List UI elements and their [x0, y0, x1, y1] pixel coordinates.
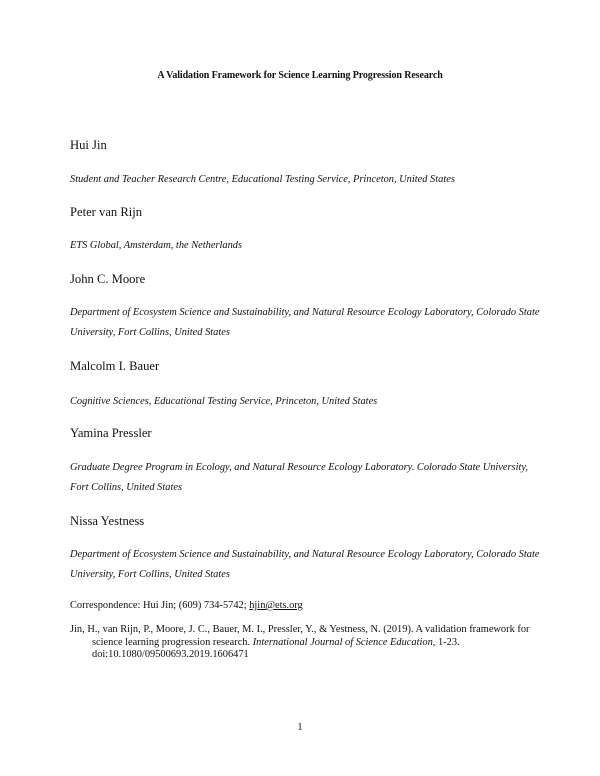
citation-journal: International Journal of Science Education: [252, 636, 433, 648]
page-number: 1: [297, 722, 303, 733]
author-affiliation: Department of Ecosystem Science and Sustainability, and Natural Resource Ecology Laboratory, Colorado State University, Fort Collins, United States: [70, 307, 540, 338]
author-name: Malcolm I. Bauer: [70, 359, 160, 373]
author-name: Yamina Pressler: [70, 426, 152, 440]
author-affiliation: Cognitive Sciences, Educational Testing Service, Princeton, United States: [70, 396, 378, 407]
author-name: Peter van Rijn: [70, 205, 143, 219]
author-affiliation: Student and Teacher Research Centre, Educational Testing Service, Princeton, United States: [70, 174, 455, 185]
correspondence-email-link[interactable]: hjin@ets.org: [249, 600, 303, 611]
author-affiliation: Department of Ecosystem Science and Sustainability, and Natural Resource Ecology Laboratory, Colorado State University, Fort Collins, United States: [70, 549, 540, 580]
author-name: Hui Jin: [70, 138, 107, 152]
author-name: Nissa Yestness: [70, 514, 145, 528]
citation-lead: Jin, H., van Rijn, P., Moore, J. C., Bauer, M. I., Pressler, Y., & Yestness, N. (2019). A validation framework for science learning progression research.: [70, 624, 530, 648]
author-affiliation: ETS Global, Amsterdam, the Netherlands: [70, 240, 243, 251]
paper-title: A Validation Framework for Science Learning Progression Research: [157, 70, 443, 81]
correspondence-line: [70, 600, 303, 611]
citation-tail: , 1-23. doi:10.1080/09500693.2019.1606471: [92, 636, 460, 661]
author-name: John C. Moore: [70, 272, 146, 286]
correspondence-text: Correspondence: Hui Jin; (609) 734-5742;: [70, 600, 250, 611]
citation-reference: [70, 624, 540, 662]
author-affiliation: Graduate Degree Program in Ecology, and Natural Resource Ecology Laboratory. Colorado State University, Fort Collins, United States: [70, 462, 529, 493]
